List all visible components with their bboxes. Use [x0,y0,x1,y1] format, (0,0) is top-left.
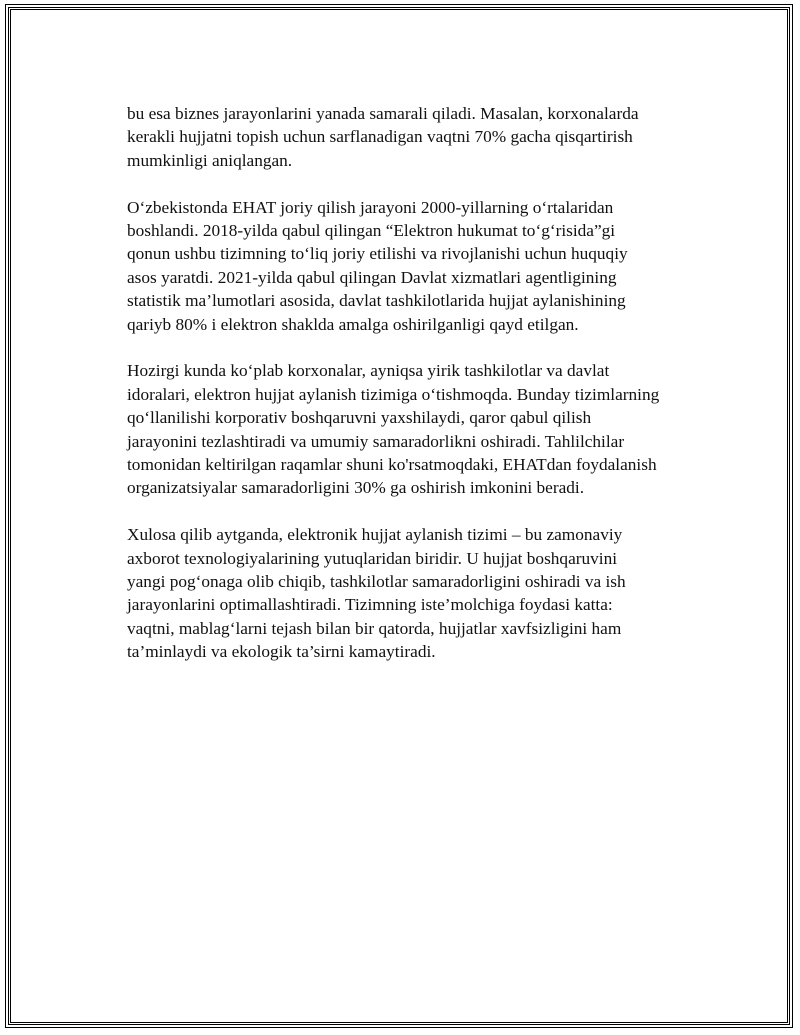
paragraph-2: O‘zbekistonda EHAT joriy qilish jarayoni 2000-yillarning o‘rtalaridan boshlandi. 2018-yilda qabul qilingan “Elektron hukumat to‘g‘risida”gi qonun ushbu tizimning to‘liq joriy etilishi va rivojlanishi uchun huquqiy asos yaratdi. 2021-yilda qabul qilingan Davlat xizmatlari agentligining statistik ma’lumotlari asosida, davlat tashkilotlarida hujjat aylanishining qariyb 80% i elektron shaklda amalga oshirilganligi qayd etilgan. [127,197,628,334]
paragraph-1: bu esa biznes jarayonlarini yanada samarali qiladi. Masalan, korxonalarda kerakli hujjatni topish uchun sarflanadigan vaqtni 70% gacha qisqartirish mumkinligi aniqlangan. [127,104,639,170]
document-page [5,4,793,1028]
paragraph-3: Hozirgi kunda ko‘plab korxonalar, ayniqsa yirik tashkilotlar va davlat idoralari, elektron hujjat aylanish tizimiga o‘tishmoqda. Bunday tizimlarning qo‘llanilishi korporativ boshqaruvni yaxshilaydi, qaror qabul qilish jarayonini tezlashtiradi va umumiy samaradorlikni oshiradi. Tahlilchilar tomonidan keltirilgan raqamlar shuni ko'rsatmoqdaki, EHATdan foydalanish organizatsiyalar samaradorligini 30% ga oshirish imkonini beradi. [127,361,660,498]
document-body [127,102,707,687]
paragraph-4: Xulosa qilib aytganda, elektronik hujjat aylanish tizimi – bu zamonaviy axborot texnologiyalarining yutuqlaridan biridir. U hujjat boshqaruvini yangi pog‘onaga olib chiqib, tashkilotlar samaradorligini oshiradi va ish jarayonlarini optimallashtiradi. Tizimning iste’molchiga foydasi katta: vaqtni, mablag‘larni tejash bilan bir qatorda, hujjatlar xavfsizligini ham ta’minlaydi va ekologik ta’sirni kamaytiradi. [127,525,626,662]
